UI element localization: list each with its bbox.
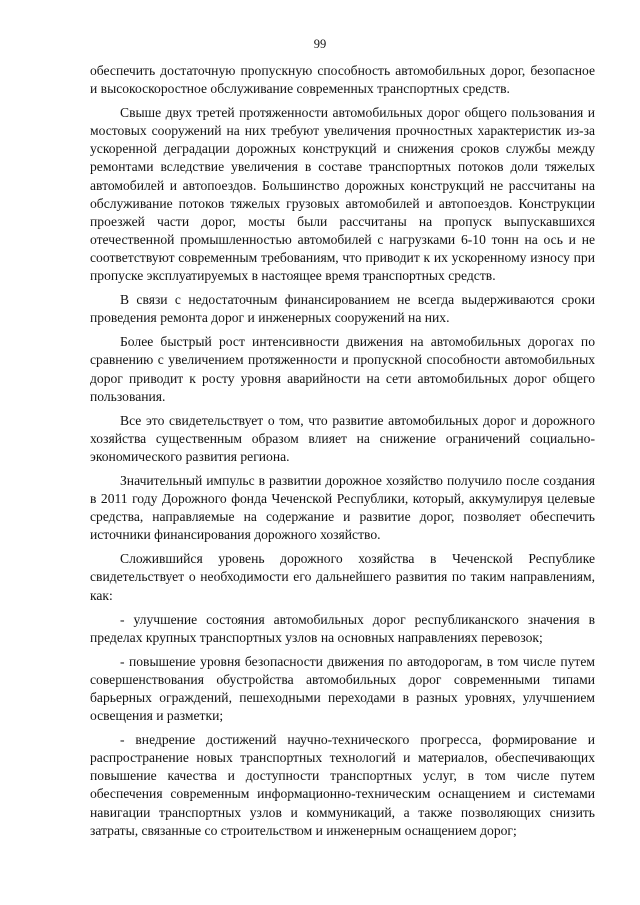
paragraph-continuation: обеспечить достаточную пропускную способность автомобильных дорог, безопасное и высокоскоростное обслуживание современных транспортных средств. bbox=[90, 63, 595, 97]
list-item-road-condition: - улучшение состояния автомобильных дорог республиканского значения в пределах крупных транспортных узлов на основных направлениях перевозок; bbox=[90, 611, 595, 645]
paragraph-traffic-growth: Более быстрый рост интенсивности движения на автомобильных дорогах по сравнению с увеличением протяженности и пропускной способности автомобильных дорог приводит к росту уровня аварийности на сети автомобильных дорог общего пользования. bbox=[90, 334, 595, 404]
paragraph-financing: В связи с недостаточным финансированием не всегда выдерживаются сроки проведения ремонта дорог и инженерных сооружений на них. bbox=[90, 292, 595, 326]
body-text bbox=[90, 62, 595, 846]
paragraph-directions: Сложившийся уровень дорожного хозяйства в Чеченской Республике свидетельствует о необходимости его дальнейшего развития по таким направлениям, как: bbox=[90, 551, 595, 603]
paragraph-development: Все это свидетельствует о том, что развитие автомобильных дорог и дорожного хозяйства существенным образом влияет на снижение ограничений социально-экономического развития региона. bbox=[90, 412, 595, 464]
paragraph-road-structures: Свыше двух третей протяженности автомобильных дорог общего пользования и мостовых сооружений на них требуют увеличения прочностных характеристик из-за ускоренной деградации дорожных конструкций и снижения сроков службы между ремонтами вследствие увеличения в составе транспортных потоков доли тяжелых автомобилей и автопоездов. Большинство дорожных конструкций не рассчитаны на обслуживание потоков тяжелых грузовых автомобилей и автопоездов. Конструкции проезжей части дорог, мосты были рассчитаны на пропуск выпускавшихся отечественной промышленностью автомобилей с нагрузками 6-10 тонн на ось и не соответствуют современным требованиям, что приводит к их ускоренному износу при пропуске эксплуатируемых в настоящее время транспортных средств. bbox=[90, 105, 595, 284]
list-item-innovation: - внедрение достижений научно-технического прогресса, формирование и распространение новых транспортных технологий и материалов, обеспечивающих повышение качества и доступности транспортных услуг, в том числе путем обеспечения современным информационно-техническим оснащением и системами навигации транспортных узлов и коммуникаций, а также позволяющих снизить затраты, связанные со строительством и инженерным оснащением дорог; bbox=[90, 732, 595, 838]
paragraph-road-fund: Значительный импульс в развитии дорожное хозяйство получило после создания в 2011 году Дорожного фонда Чеченской Республики, который, аккумулируя целевые средства, направляемые на содержание и развитие дорог, позволяет обеспечить источники финансирования дорожного хозяйство. bbox=[90, 472, 595, 543]
list-item-traffic-safety: - повышение уровня безопасности движения по автодорогам, в том числе путем совершенствования обустройства автомобильных дорог современными типами барьерных ограждений, пешеходными переходами в разных уровнях, улучшением освещения и разметки; bbox=[90, 653, 595, 724]
page-number: 99 bbox=[313, 37, 327, 51]
